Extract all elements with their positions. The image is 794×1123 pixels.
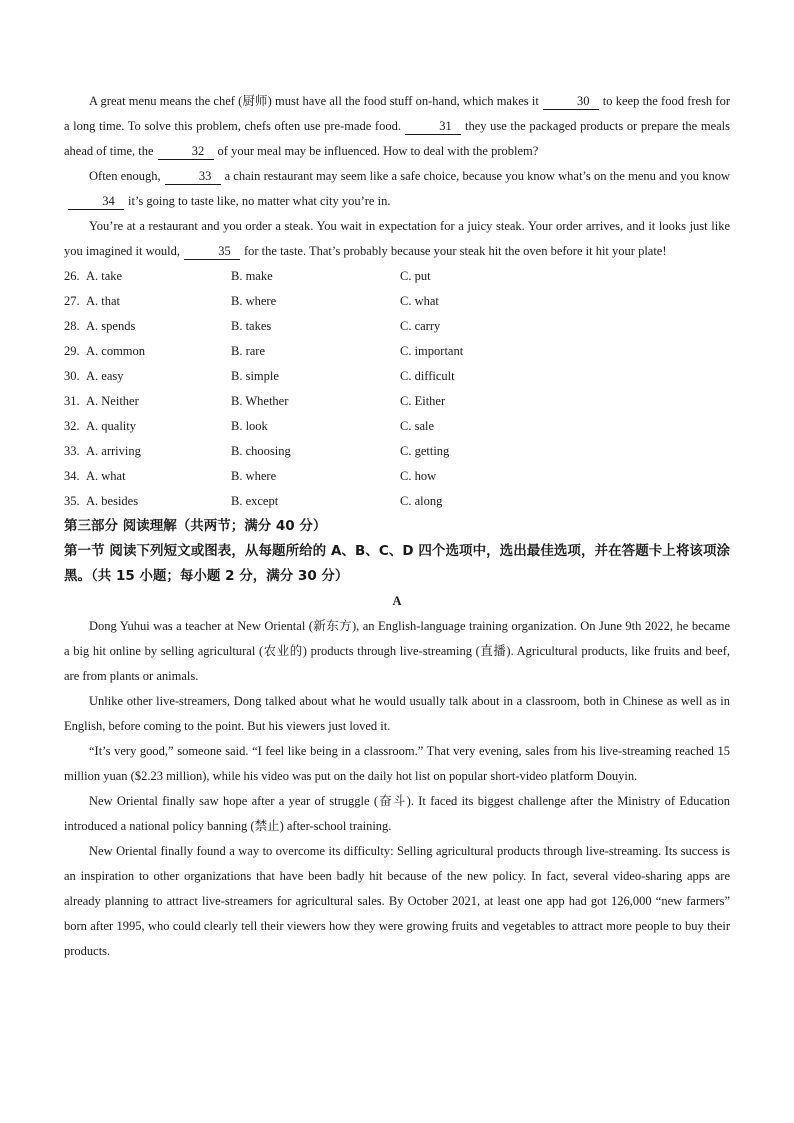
answer-options — [64, 264, 730, 514]
option-row — [64, 264, 730, 289]
option-c: C. difficult — [400, 369, 455, 383]
blank-34: 34 — [68, 194, 124, 210]
question-number: 27. — [64, 294, 80, 308]
option-b: B. except — [231, 494, 279, 508]
option-row — [64, 464, 730, 489]
question-number: 31. — [64, 394, 80, 408]
option-row — [64, 289, 730, 314]
option-b: B. look — [231, 419, 268, 433]
option-a: A. easy — [86, 369, 124, 383]
question-number: 34. — [64, 469, 80, 483]
option-a: A. arriving — [86, 444, 141, 458]
text-run: a chain restaurant may seem like a safe choice, because you know what’s on the menu and you know — [224, 169, 730, 183]
part3-heading: 第三部分 阅读理解（共两节；满分 40 分） — [64, 518, 327, 534]
text-run: they use the packaged products or prepare the meals ahead of time, the — [64, 119, 731, 158]
text-run: Often enough, — [89, 169, 161, 183]
cloze-paragraph-3 — [64, 214, 730, 264]
option-row — [64, 489, 730, 514]
option-row — [64, 389, 730, 414]
option-a: A. what — [86, 469, 126, 483]
passage-a-paragraph-5: New Oriental finally found a way to overcome its difficulty: Selling agricultural products through live-streaming. Its success is an inspiration to other organizations that have been badly hit because of the new policy. In fact, several video-sharing apps are already planning to attract live-streamers for agricultural sales. By October 2021, at least one app had got 126,000 “new farmers” born after 1995, who could clearly tell their viewers how they were growing fruits and vegetables to attract more people to buy their products. — [64, 844, 730, 958]
option-a: A. common — [86, 344, 146, 358]
section1-instructions: 第一节 阅读下列短文或图表，从每题所给的 A、B、C、D 四个选项中，选出最佳选项，并在答题卡上将该项涂黑。（共 15 小题；每小题 2 分，满分 30 分） — [64, 543, 730, 584]
text-run: You’re at a restaurant and you order a steak. You wait in expectation for a juicy steak. Your order arrives, and it looks just like you imagined it would, — [64, 219, 730, 258]
option-a: A. Neither — [86, 394, 139, 408]
option-c: C. along — [400, 494, 443, 508]
text-run: it’s going to taste like, no matter what city you’re in. — [128, 194, 391, 208]
option-c: C. getting — [400, 444, 450, 458]
option-c: C. carry — [400, 319, 441, 333]
option-c: C. what — [400, 294, 439, 308]
option-a: A. quality — [86, 419, 136, 433]
option-b: B. where — [231, 294, 277, 308]
option-row — [64, 414, 730, 439]
question-number: 29. — [64, 344, 80, 358]
question-number: 35. — [64, 494, 80, 508]
option-b: B. rare — [231, 344, 266, 358]
question-number: 30. — [64, 369, 80, 383]
passage-a-paragraph-1: Dong Yuhui was a teacher at New Oriental (新东方), an English-language training organization. On June 9th 2022, he became a big hit online by selling agricultural (农业的) products through live-streaming (直播). Agricultural products, like fruits and beef, are from plants or animals. — [64, 619, 730, 683]
option-a: A. besides — [86, 494, 139, 508]
text-run: A great menu means the chef (厨师) must have all the food stuff on-hand, which makes it — [89, 94, 539, 108]
cloze-paragraph-2 — [64, 164, 730, 214]
option-a: A. take — [86, 269, 123, 283]
question-number: 32. — [64, 419, 80, 433]
blank-35: 35 — [184, 244, 240, 260]
option-row — [64, 364, 730, 389]
option-c: C. how — [400, 469, 437, 483]
option-c: C. put — [400, 269, 431, 283]
option-b: B. takes — [231, 319, 272, 333]
option-b: B. where — [231, 469, 277, 483]
option-row — [64, 439, 730, 464]
blank-30: 30 — [543, 94, 599, 110]
option-a: A. that — [86, 294, 121, 308]
option-c: C. Either — [400, 394, 446, 408]
cloze-paragraph-1 — [64, 89, 730, 164]
blank-31: 31 — [405, 119, 461, 135]
option-b: B. simple — [231, 369, 279, 383]
blank-32: 32 — [158, 144, 214, 160]
text-run: to keep the food fresh for a long time. To solve this problem, chefs often use pre-made food. — [64, 94, 730, 133]
passage-a-paragraph-2: Unlike other live-streamers, Dong talked about what he would usually talk about in a classroom, both in Chinese as well as in English, before coming to the point. But his viewers just loved it. — [64, 694, 730, 733]
passage-label: A — [392, 594, 402, 608]
blank-33: 33 — [165, 169, 221, 185]
option-c: C. important — [400, 344, 464, 358]
question-number: 26. — [64, 269, 80, 283]
text-run: of your meal may be influenced. How to deal with the problem? — [217, 144, 539, 158]
document-page — [64, 89, 730, 964]
question-number: 33. — [64, 444, 80, 458]
option-c: C. sale — [400, 419, 435, 433]
option-a: A. spends — [86, 319, 136, 333]
option-b: B. choosing — [231, 444, 291, 458]
text-run: for the taste. That’s probably because your steak hit the oven before it hit your plate! — [243, 244, 667, 258]
passage-a-paragraph-3: “It’s very good,” someone said. “I feel like being in a classroom.” That very evening, sales from his live-streaming reached 15 million yuan ($2.23 million), while his video was put on the daily hot list on popular short-video platform Douyin. — [64, 744, 730, 783]
option-row — [64, 339, 730, 364]
option-b: B. Whether — [231, 394, 289, 408]
option-b: B. make — [231, 269, 273, 283]
question-number: 28. — [64, 319, 80, 333]
option-row — [64, 314, 730, 339]
passage-a-paragraph-4: New Oriental finally saw hope after a year of struggle (奋斗). It faced its biggest challenge after the Ministry of Education introduced a national policy banning (禁止) after-school training. — [64, 794, 730, 833]
